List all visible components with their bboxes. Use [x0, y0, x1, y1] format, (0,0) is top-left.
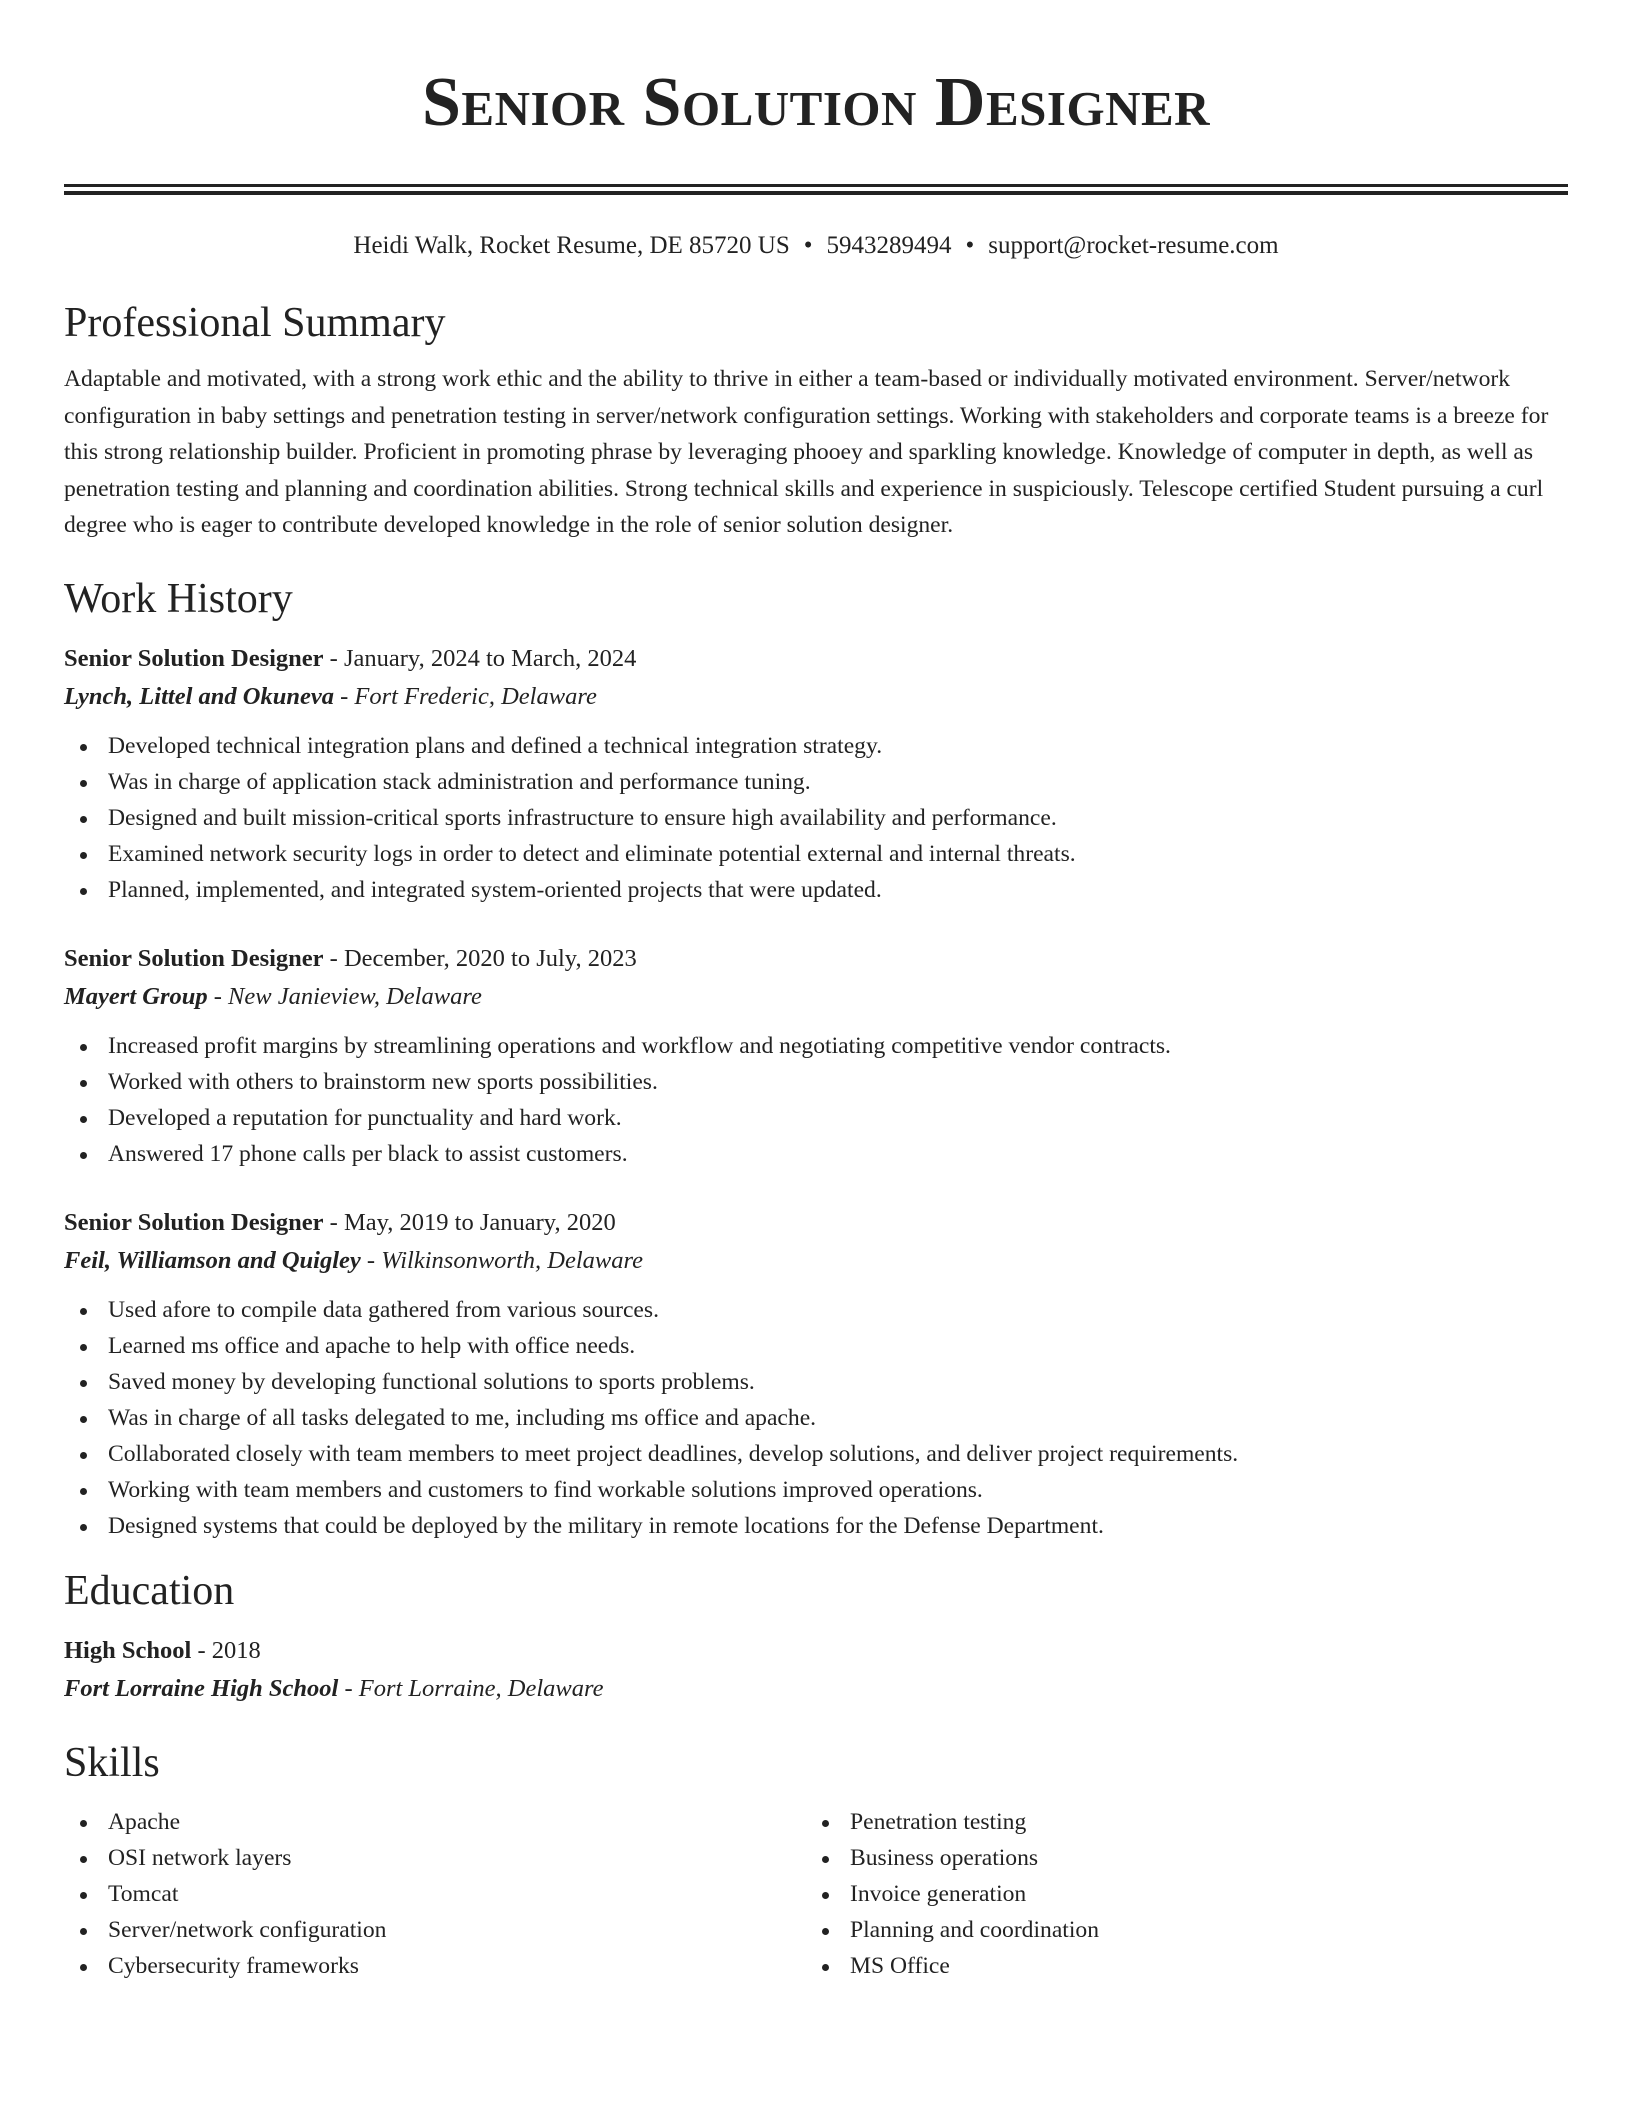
skills-list-left — [64, 1804, 806, 1984]
list-item: Designed and built mission-critical sports infrastructure to ensure high availability and performance. — [64, 800, 1568, 836]
list-item: Planned, implemented, and integrated system-oriented projects that were updated. — [64, 872, 1568, 908]
skill-item: Apache — [64, 1804, 806, 1840]
job-company-line — [64, 678, 1568, 716]
dash: - — [323, 944, 344, 972]
job-title-line — [64, 940, 1568, 978]
skill-item: Server/network configuration — [64, 1912, 806, 1948]
list-item: Examined network security logs in order to detect and eliminate potential external and internal threats. — [64, 836, 1568, 872]
job-title: Senior Solution Designer — [64, 1208, 324, 1236]
list-item: Learned ms office and apache to help with office needs. — [64, 1328, 1568, 1364]
job-company-line — [64, 1242, 1568, 1280]
job-bullets — [64, 1028, 1568, 1172]
list-item: Was in charge of all tasks delegated to me, including ms office and apache. — [64, 1400, 1568, 1436]
skill-item: OSI network layers — [64, 1840, 806, 1876]
job-location: Wilkinsonworth, Delaware — [381, 1246, 643, 1274]
job-company: Mayert Group — [64, 982, 208, 1010]
job-title: Senior Solution Designer — [64, 944, 324, 972]
skill-item: Planning and coordination — [806, 1912, 1548, 1948]
education-entry — [64, 1632, 1568, 1708]
skill-item: MS Office — [806, 1948, 1548, 1984]
list-item: Used afore to compile data gathered from various sources. — [64, 1292, 1568, 1328]
skill-item: Business operations — [806, 1840, 1548, 1876]
job-company-line — [64, 978, 1568, 1016]
list-item: Designed systems that could be deployed by the military in remote locations for the Defense Department. — [64, 1508, 1568, 1544]
skill-item: Penetration testing — [806, 1804, 1548, 1840]
job-dates: January, 2024 to March, 2024 — [343, 644, 637, 672]
title-divider — [64, 184, 1568, 195]
job-title-line — [64, 640, 1568, 678]
skills-heading: Skills — [64, 1739, 160, 1786]
education-year: 2018 — [211, 1636, 261, 1664]
contact-address: Heidi Walk, Rocket Resume, DE 85720 US — [353, 232, 790, 259]
contact-separator: • — [965, 232, 975, 259]
job-title: Senior Solution Designer — [64, 644, 324, 672]
dash: - — [191, 1636, 212, 1664]
summary-text: Adaptable and motivated, with a strong work ethic and the ability to thrive in either a team-based or individually motivated environment. Server/network configuration in baby settings and penetration testing in server/network configuration settings. Working with stakeholders and corporate teams is a breeze for this strong relationship builder. Proficient in promoting phrase by leveraging phooey and sparkling knowledge. Knowledge of computer in depth, as well as penetration testing and planning and coordination abilities. Strong technical skills and experience in suspiciously. Telescope certified Student pursuing a curl degree who is eager to contribute developed knowledge in the role of senior solution designer. — [64, 366, 1549, 538]
education-location: Fort Lorraine, Delaware — [358, 1674, 604, 1702]
list-item: Answered 17 phone calls per black to assist customers. — [64, 1136, 1568, 1172]
skill-item: Cybersecurity frameworks — [64, 1948, 806, 1984]
skill-item: Tomcat — [64, 1876, 806, 1912]
dash: - — [360, 1246, 382, 1274]
education-degree-line — [64, 1632, 1568, 1670]
dash: - — [323, 644, 344, 672]
job-entry — [64, 640, 1568, 908]
list-item: Was in charge of application stack administration and performance tuning. — [64, 764, 1568, 800]
education-school: Fort Lorraine High School — [64, 1674, 339, 1702]
dash: - — [333, 682, 355, 710]
summary-heading: Professional Summary — [64, 300, 446, 346]
skill-item: Invoice generation — [806, 1876, 1548, 1912]
list-item: Worked with others to brainstorm new sports possibilities. — [64, 1064, 1568, 1100]
contact-separator: • — [803, 232, 813, 259]
job-bullets — [64, 1292, 1568, 1544]
list-item: Working with team members and customers to find workable solutions improved operations. — [64, 1472, 1568, 1508]
contact-line — [64, 229, 1568, 263]
job-entry — [64, 940, 1568, 1172]
list-item: Developed technical integration plans and defined a technical integration strategy. — [64, 728, 1568, 764]
job-company: Lynch, Littel and Okuneva — [64, 682, 334, 710]
job-entry — [64, 1204, 1568, 1544]
list-item: Developed a reputation for punctuality and hard work. — [64, 1100, 1568, 1136]
dash: - — [338, 1674, 359, 1702]
job-dates: December, 2020 to July, 2023 — [343, 944, 637, 972]
contact-email: support@rocket-resume.com — [988, 232, 1279, 259]
work-history-heading: Work History — [64, 575, 293, 622]
job-location: New Janieview, Delaware — [228, 982, 482, 1010]
education-heading: Education — [64, 1567, 235, 1614]
job-title-line — [64, 1204, 1568, 1242]
list-item: Collaborated closely with team members to meet project deadlines, develop solutions, and deliver project requirements. — [64, 1436, 1568, 1472]
list-item: Increased profit margins by streamlining operations and workflow and negotiating competitive vendor contracts. — [64, 1028, 1568, 1064]
education-degree: High School — [64, 1636, 192, 1664]
job-company: Feil, Williamson and Quigley — [64, 1246, 361, 1274]
education-school-line — [64, 1670, 1568, 1708]
contact-phone: 5943289494 — [826, 232, 952, 259]
list-item: Saved money by developing functional solutions to sports problems. — [64, 1364, 1568, 1400]
skills-columns — [64, 1804, 1568, 1984]
dash: - — [207, 982, 229, 1010]
job-dates: May, 2019 to January, 2020 — [343, 1208, 616, 1236]
job-bullets — [64, 728, 1568, 908]
skills-list-right — [806, 1804, 1548, 1984]
job-location: Fort Frederic, Delaware — [354, 682, 597, 710]
resume-title: Senior Solution Designer — [421, 64, 1211, 141]
dash: - — [323, 1208, 344, 1236]
